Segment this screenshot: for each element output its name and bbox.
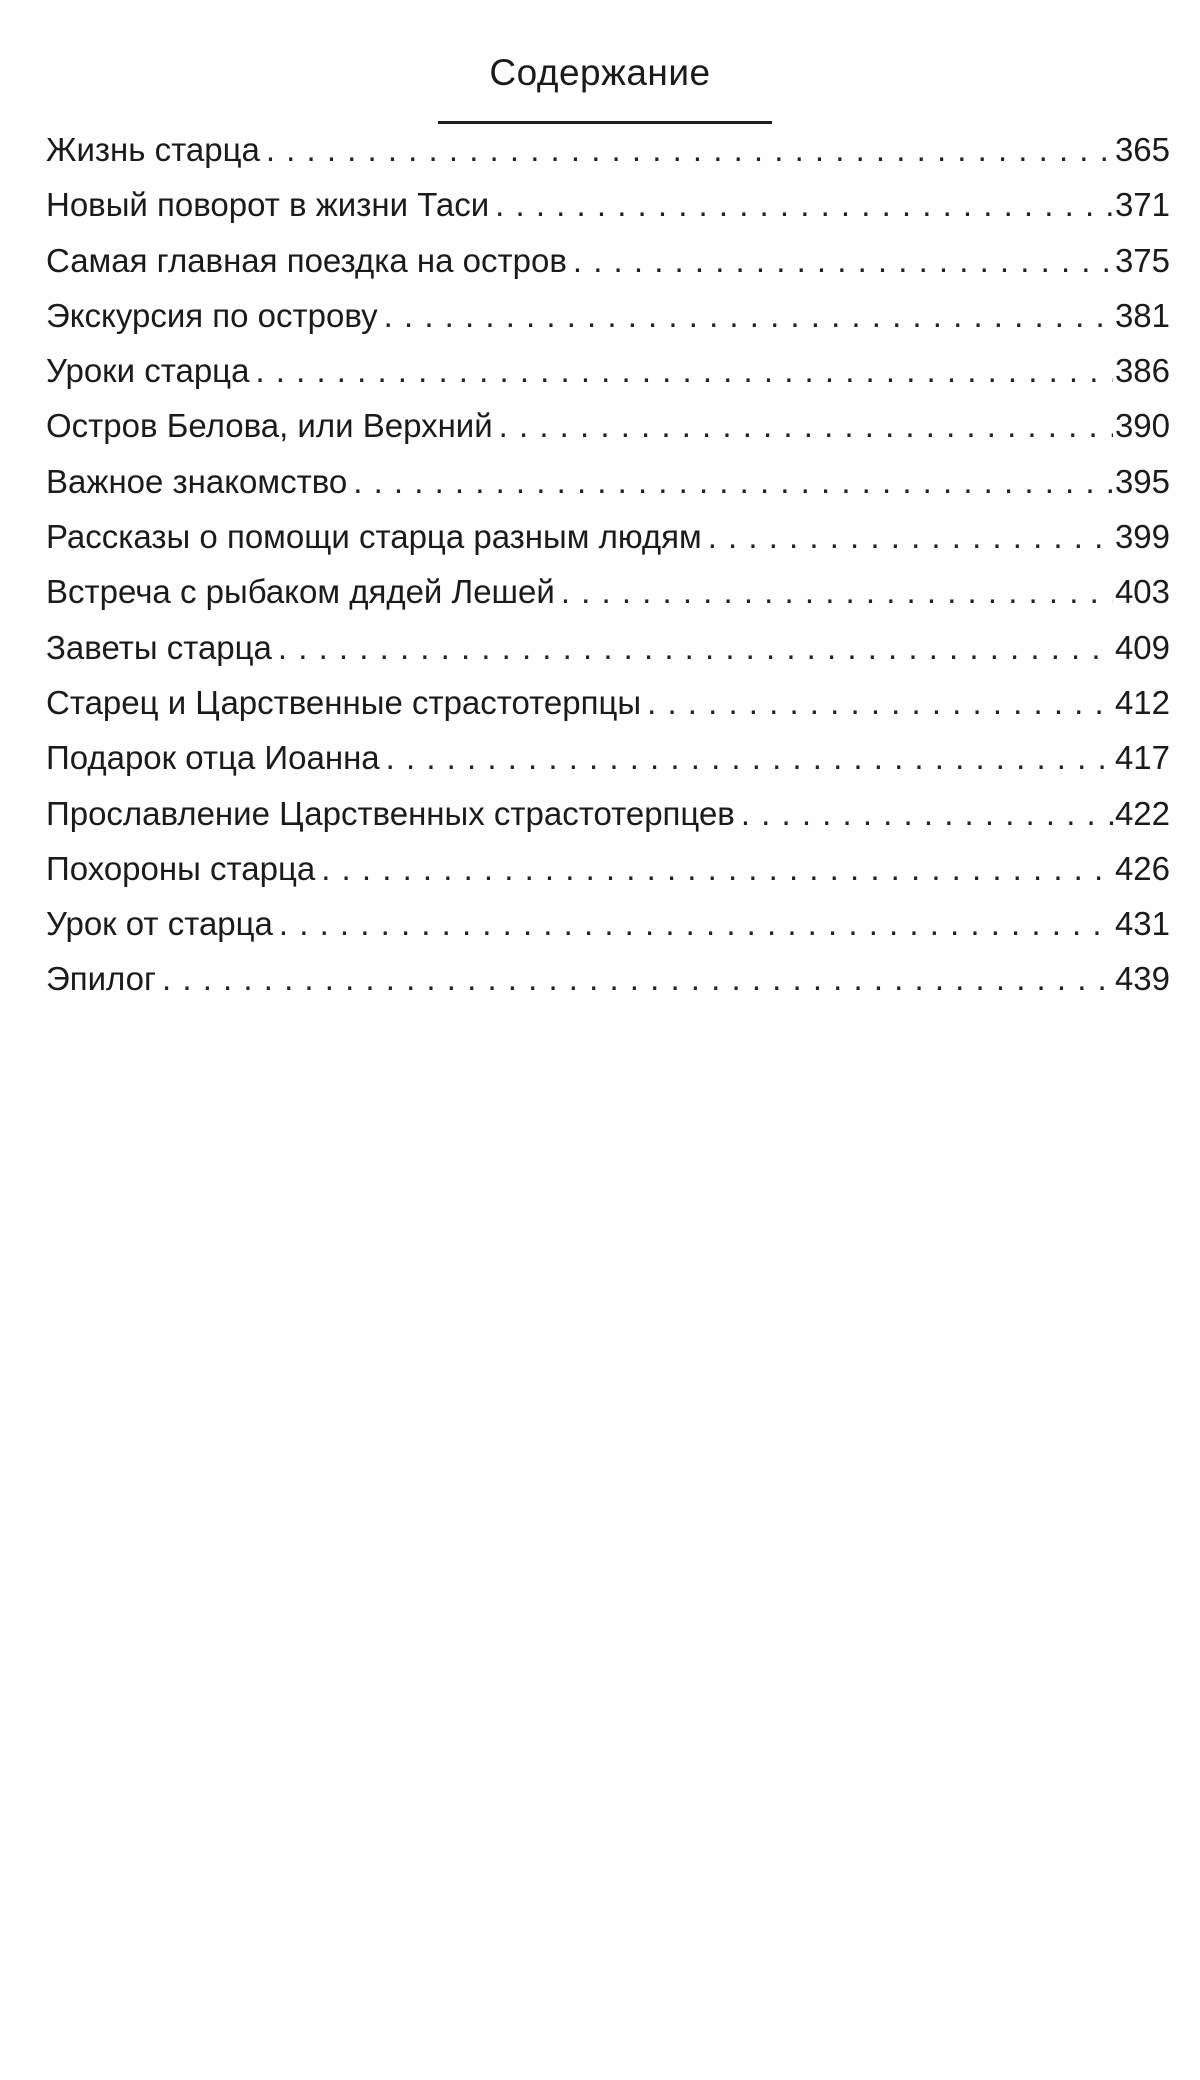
toc-entry-page: 409 [1114, 628, 1170, 666]
dot-leader [386, 739, 1113, 777]
toc-entry-label: Подарок отца Иоанна [46, 739, 380, 777]
toc-entry[interactable] [46, 954, 1170, 1009]
toc-entry[interactable] [46, 623, 1170, 678]
toc-entry[interactable] [46, 346, 1170, 401]
toc-entry[interactable] [46, 567, 1170, 622]
toc-entry-label: Эпилог [46, 960, 157, 998]
toc-entry[interactable] [46, 733, 1170, 788]
toc-entry[interactable] [46, 789, 1170, 844]
toc-entry-page: 390 [1114, 407, 1170, 445]
dot-leader [321, 850, 1113, 888]
dot-leader [384, 297, 1113, 335]
dot-leader [266, 131, 1113, 169]
toc-entry[interactable] [46, 457, 1170, 512]
dot-leader [741, 795, 1113, 833]
dot-leader [278, 629, 1113, 667]
toc-entry-page: 399 [1114, 518, 1170, 556]
toc-entry-page: 431 [1114, 905, 1170, 943]
toc-entry-label: Старец и Царственные страстотерпцы [46, 683, 642, 721]
toc-entry-label: Экскурсия по острову [46, 296, 378, 334]
toc-header [0, 52, 1200, 94]
toc-list [46, 125, 1170, 1010]
dot-leader [561, 573, 1113, 611]
title-underline [438, 121, 772, 124]
toc-entry-label: Урок от старца [46, 905, 273, 943]
toc-entry[interactable] [46, 125, 1170, 180]
toc-entry-page: 403 [1114, 573, 1170, 611]
dot-leader [279, 905, 1113, 943]
toc-entry[interactable] [46, 180, 1170, 235]
toc-entry-page: 439 [1114, 960, 1170, 998]
toc-entry-label: Рассказы о помощи старца разным людям [46, 518, 702, 556]
toc-entry-page: 381 [1114, 296, 1170, 334]
toc-entry-page: 412 [1114, 683, 1170, 721]
toc-entry[interactable] [46, 236, 1170, 291]
toc-entry-label: Похороны старца [46, 849, 316, 887]
toc-entry-label: Жизнь старца [46, 131, 260, 168]
toc-entry-label: Встреча с рыбаком дядей Лешей [46, 573, 555, 611]
toc-entry[interactable] [46, 291, 1170, 346]
toc-entry-label: Важное знакомство [46, 462, 348, 500]
dot-leader [353, 463, 1113, 501]
toc-entry-page: 422 [1114, 794, 1170, 832]
toc-entry[interactable] [46, 678, 1170, 733]
toc-entry-page: 386 [1114, 352, 1170, 390]
toc-entry-label: Остров Белова, или Верхний [46, 407, 493, 445]
toc-entry-page: 371 [1114, 186, 1170, 224]
toc-entry-page: 426 [1114, 849, 1170, 887]
toc-entry-label: Самая главная поездка на остров [46, 241, 567, 279]
dot-leader [708, 518, 1113, 556]
dot-leader [495, 186, 1113, 224]
dot-leader [573, 242, 1113, 280]
dot-leader [647, 684, 1113, 722]
toc-entry[interactable] [46, 844, 1170, 899]
toc-entry[interactable] [46, 899, 1170, 954]
dot-leader [162, 960, 1113, 998]
toc-entry-label: Уроки старца [46, 352, 250, 390]
toc-entry-label: Прославление Царственных страстотерпцев [46, 794, 735, 832]
toc-entry-page: 395 [1114, 462, 1170, 500]
toc-entry-page: 365 [1114, 131, 1170, 168]
toc-entry-label: Новый поворот в жизни Таси [46, 186, 490, 224]
toc-entry-label: Заветы старца [46, 628, 272, 666]
toc-entry[interactable] [46, 512, 1170, 567]
toc-entry[interactable] [46, 401, 1170, 456]
toc-entry-page: 417 [1114, 739, 1170, 777]
dot-leader [499, 407, 1113, 445]
page-title: Содержание [489, 52, 711, 93]
toc-entry-page: 375 [1114, 241, 1170, 279]
dot-leader [255, 352, 1113, 390]
